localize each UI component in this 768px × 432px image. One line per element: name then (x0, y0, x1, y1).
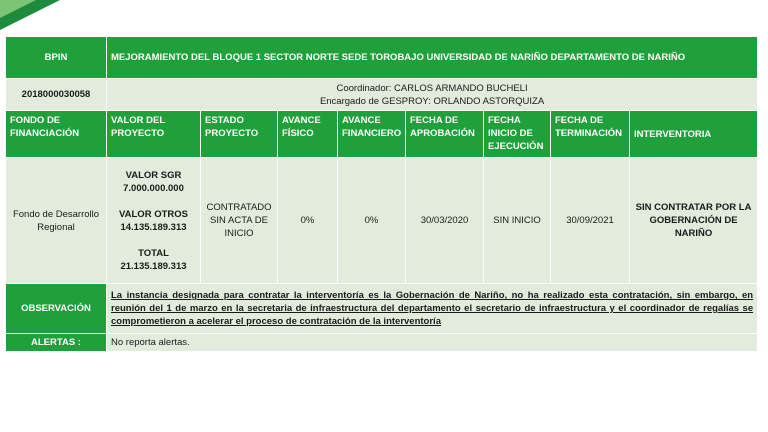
coordinator-info (107, 79, 758, 111)
cell-avance-fisico: 0% (278, 158, 338, 284)
bpin-label: BPIN (6, 37, 107, 79)
valor-otros: 14.135.189.313 (120, 221, 187, 233)
col-header-interventoria: INTERVENTORIA (630, 111, 758, 158)
observation-text: La instancia designada para contratar la interventoría es la Gobernación de Nariño, no ha realizado esta contratación, sin embargo, en reunión del 1 de marzo en la secretaria de infraestructura del departamento el secretario de infraestructura y el coordinador de regalías se comprometieron a acelerar el proceso de contratación de la interventoría (107, 284, 758, 334)
col-header-valor: VALOR DEL PROYECTO (107, 111, 201, 158)
column-header-row (6, 111, 758, 158)
cell-fecha-inicio: SIN INICIO (484, 158, 551, 284)
col-header-fecha-terminacion: FECHA DE TERMINACIÓN (551, 111, 630, 158)
cell-avance-financiero: 0% (338, 158, 406, 284)
valor-otros-label: VALOR OTROS (119, 208, 188, 220)
cell-fecha-aprobacion: 30/03/2020 (406, 158, 484, 284)
project-table (5, 36, 758, 352)
title-row (6, 37, 758, 79)
cell-valor (107, 158, 201, 284)
observation-row (6, 284, 758, 334)
col-header-avance-fisico: AVANCE FÍSICO (278, 111, 338, 158)
observation-label: OBSERVACIÓN (6, 284, 107, 334)
alerts-text: No reporta alertas. (107, 334, 758, 352)
total-value: 21.135.189.313 (120, 260, 187, 272)
col-header-estado: ESTADO PROYECTO (201, 111, 278, 158)
cell-interventoria: SIN CONTRATAR POR LA GOBERNACIÓN DE NARIÑO (630, 158, 758, 284)
bpin-value: 2018000030058 (6, 79, 107, 111)
project-title: MEJORAMIENTO DEL BLOQUE 1 SECTOR NORTE SEDE TOROBAJO UNIVERSIDAD DE NARIÑO DEPARTAMENTO DE NARIÑO (107, 37, 758, 79)
col-header-avance-financiero: AVANCE FINANCIERO (338, 111, 406, 158)
corner-decoration-accent (0, 0, 36, 18)
col-header-fecha-inicio: FECHA INICIO DE EJECUCIÓN (484, 111, 551, 158)
col-header-fondo: FONDO DE FINANCIACIÓN (6, 111, 107, 158)
info-row (6, 79, 758, 111)
cell-estado: CONTRATADO SIN ACTA DE INICIO (201, 158, 278, 284)
cell-fondo: Fondo de Desarrollo Regional (6, 158, 107, 284)
alerts-label: ALERTAS : (6, 334, 107, 352)
cell-fecha-terminacion: 30/09/2021 (551, 158, 630, 284)
gesproy-manager: Encargado de GESPROY: ORLANDO ASTORQUIZA (319, 95, 545, 107)
valor-sgr-label: VALOR SGR (125, 169, 182, 181)
project-data-row (6, 158, 758, 284)
coordinator-name: Coordinador: CARLOS ARMANDO BUCHELI (336, 82, 528, 94)
alerts-row (6, 334, 758, 352)
total-label: TOTAL (138, 247, 169, 259)
valor-sgr: 7.000.000.000 (123, 182, 184, 194)
col-header-fecha-aprobacion: FECHA DE APROBACIÓN (406, 111, 484, 158)
